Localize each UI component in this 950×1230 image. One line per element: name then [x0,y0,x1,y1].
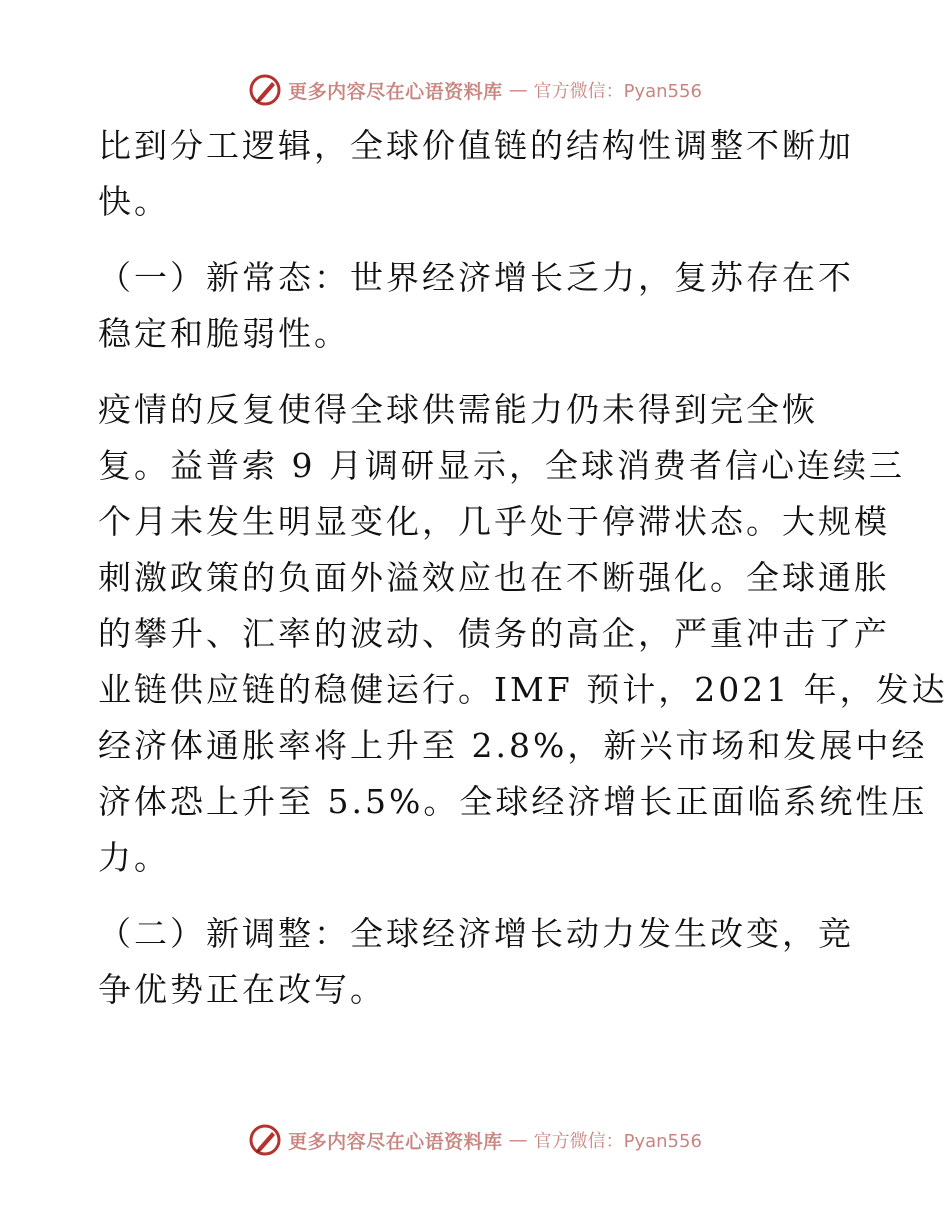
paragraph-body [98,382,948,886]
text-line: （一）新常态：世界经济增长乏力，复苏存在不 [98,258,854,297]
watermark-sub-text: 官方微信：Pyan556 [533,81,702,102]
text-line: 疫情的反复使得全球供需能力仍未得到完全恢 [98,390,818,429]
watermark-header [0,70,950,110]
watermark-main-text: 更多内容尽在心语资料库 [288,80,503,103]
text-line: 业链供应链的稳健运行。IMF 预计，2021 年，发达 [98,670,948,709]
paragraph-intro [98,118,868,230]
text-line: 济体恐上升至 5.5%。全球经济增长正面临系统性压 [98,782,928,821]
text-line: 力。 [98,838,170,877]
watermark-dash: — [508,79,528,101]
text-line: 个月未发生明显变化，几乎处于停滞状态。大规模 [98,502,890,541]
watermark-sub-text: 官方微信：Pyan556 [533,1131,702,1152]
text-line: 争优势正在改写。 [98,970,386,1009]
pen-logo-icon [248,1123,282,1157]
text-line: 复。益普索 9 月调研显示，全球消费者信心连续三 [98,446,905,485]
pen-logo-icon [248,73,282,107]
text-line: 快。 [98,182,170,221]
text-line: 稳定和脆弱性。 [98,314,350,353]
watermark-dash: — [508,1129,528,1151]
text-line: 刺激政策的负面外溢效应也在不断强化。全球通胀 [98,558,890,597]
text-line: 的攀升、汇率的波动、债务的高企，严重冲击了产 [98,614,890,653]
text-line: （二）新调整：全球经济增长动力发生改变，竞 [98,914,854,953]
watermark-main-text: 更多内容尽在心语资料库 [288,1130,503,1153]
section-heading-1 [98,250,868,362]
watermark-footer [0,1120,950,1160]
text-line: 比到分工逻辑，全球价值链的结构性调整不断加 [98,126,854,165]
text-line: 经济体通胀率将上升至 2.8%，新兴市场和发展中经 [98,726,928,765]
document-body [98,118,948,1018]
section-heading-2 [98,906,868,1018]
